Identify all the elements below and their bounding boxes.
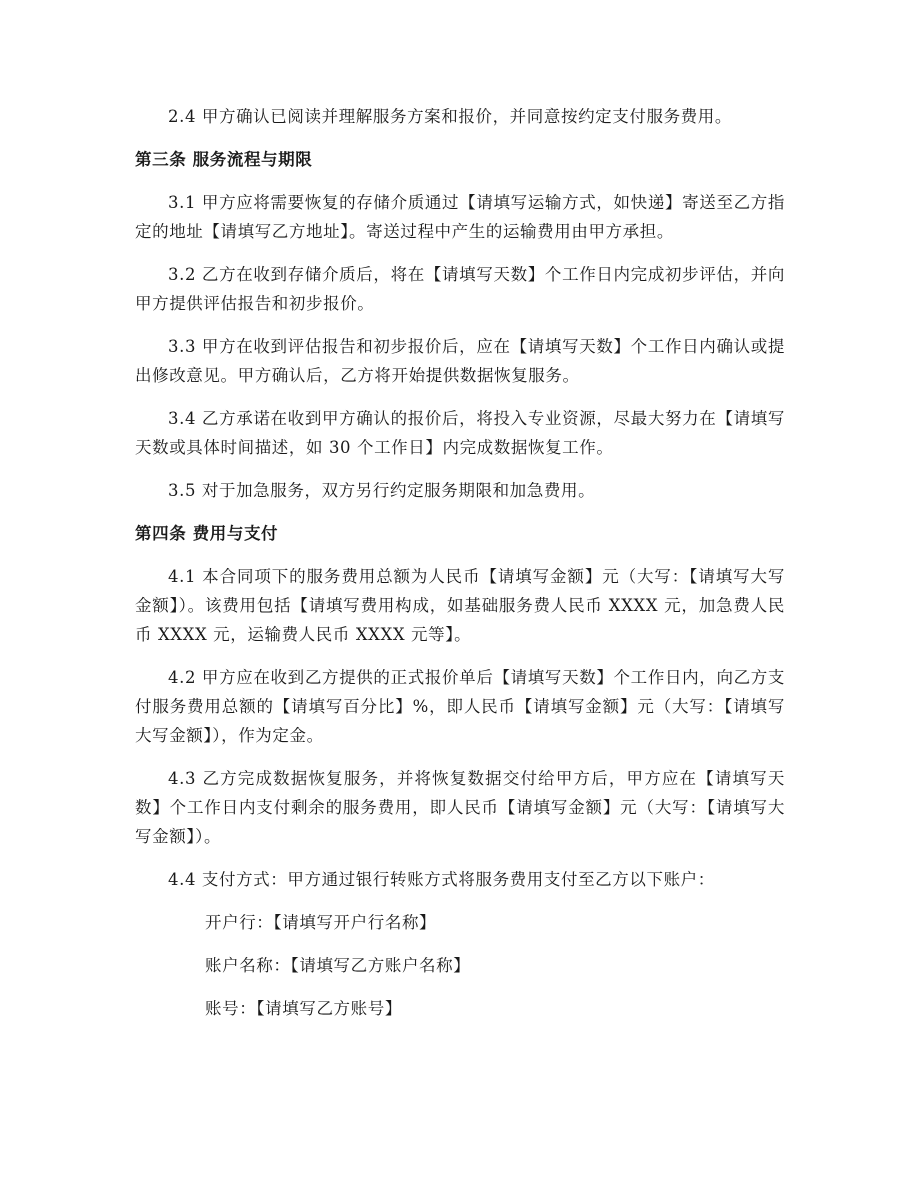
account-name-line: 账户名称：【请填写乙方账户名称】	[205, 956, 471, 975]
bank-name-line: 开户行：【请填写开户行名称】	[205, 913, 437, 932]
clause-3-3: 3.3 甲方在收到评估报告和初步报价后，应在【请填写天数】个工作日内确认或提出修改意见。甲方确认后，乙方将开始提供数据恢复服务。	[135, 337, 785, 385]
document-body	[135, 102, 785, 1037]
clause-3-1: 3.1 甲方应将需要恢复的存储介质通过【请填写运输方式，如快递】寄送至乙方指定的地址【请填写乙方地址】。寄送过程中产生的运输费用由甲方承担。	[135, 193, 785, 241]
clause-4-2: 4.2 甲方应在收到乙方提供的正式报价单后【请填写天数】个工作日内，向乙方支付服务费用总额的【请填写百分比】%，即人民币【请填写金额】元（大写：【请填写大写金额】），作为定金。	[135, 668, 785, 745]
clause-2-4: 2.4 甲方确认已阅读并理解服务方案和报价，并同意按约定支付服务费用。	[168, 107, 732, 126]
article-4-heading: 第四条 费用与支付	[135, 524, 279, 543]
clause-4-1: 4.1 本合同项下的服务费用总额为人民币【请填写金额】元（大写：【请填写大写金额】）。该费用包括【请填写费用构成，如基础服务费人民币 XXXX 元，加急费人民币 XXXX 元，运输费人民币 XXXX 元等】。	[135, 567, 785, 644]
clause-3-5: 3.5 对于加急服务，双方另行约定服务期限和加急费用。	[168, 481, 596, 500]
clause-4-4: 4.4 支付方式：甲方通过银行转账方式将服务费用支付至乙方以下账户：	[168, 870, 715, 889]
account-number-line: 账号：【请填写乙方账号】	[205, 999, 402, 1018]
clause-3-4: 3.4 乙方承诺在收到甲方确认的报价后，将投入专业资源，尽最大努力在【请填写天数或具体时间描述，如 30 个工作日】内完成数据恢复工作。	[135, 409, 785, 457]
clause-4-3: 4.3 乙方完成数据恢复服务，并将恢复数据交付给甲方后，甲方应在【请填写天数】个工作日内支付剩余的服务费用，即人民币【请填写金额】元（大写：【请填写大写金额】）。	[135, 769, 785, 846]
clause-3-2: 3.2 乙方在收到存储介质后，将在【请填写天数】个工作日内完成初步评估，并向甲方提供评估报告和初步报价。	[135, 265, 785, 313]
article-3-heading: 第三条 服务流程与期限	[135, 150, 313, 169]
